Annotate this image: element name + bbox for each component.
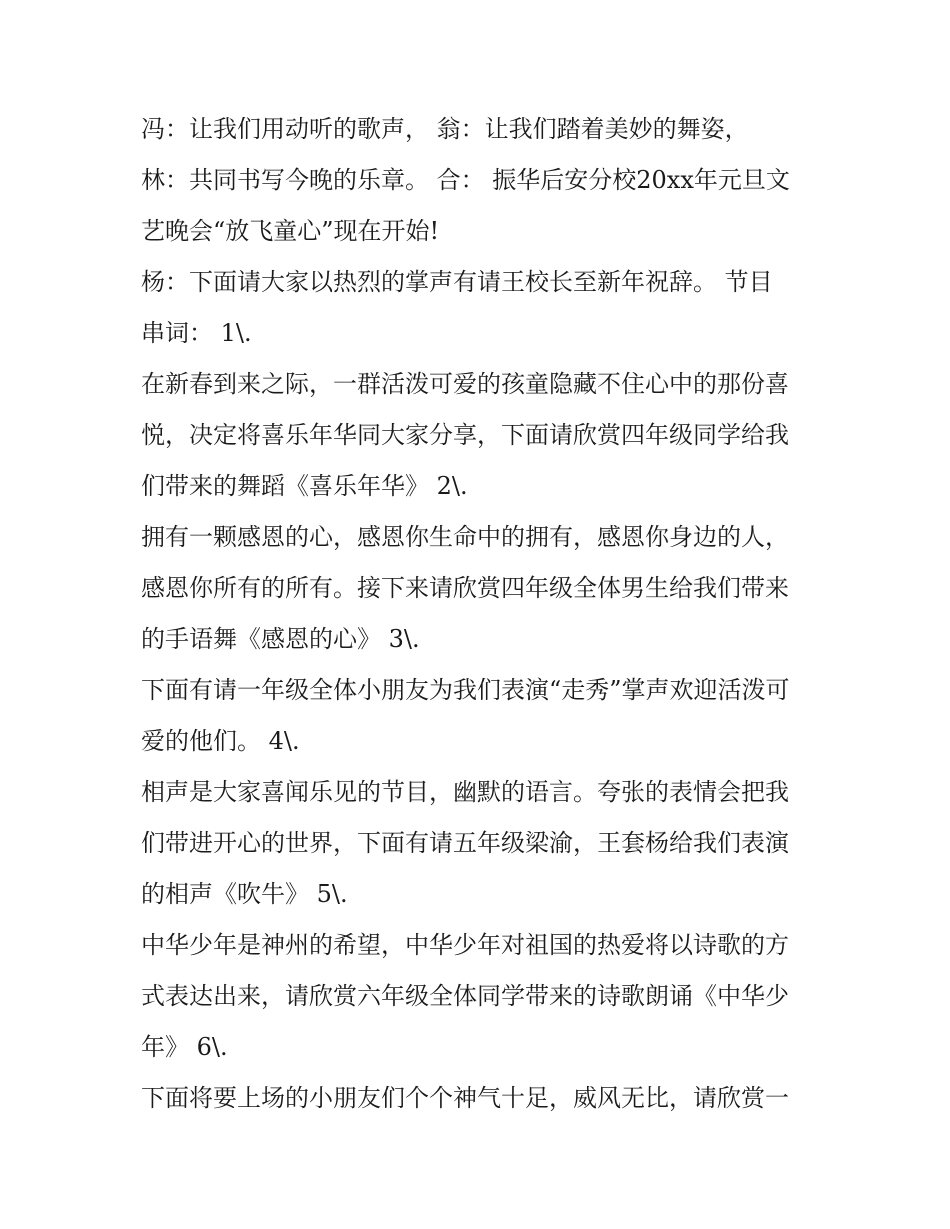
text-line: 杨：下面请大家以热烈的掌声有请王校长至新年祝辞。 节目: [141, 268, 773, 296]
text-line: 冯：让我们用动听的歌声， 翁：让我们踏着美妙的舞姿，: [141, 115, 749, 143]
text-line: 艺晚会“放飞童心”现在开始!: [141, 217, 440, 245]
text-line: 的相声《吹牛》 5\.: [141, 880, 348, 908]
text-line: 爱的他们。 4\.: [141, 727, 300, 755]
text-line: 们带进开心的世界，下面有请五年级梁渝，王套杨给我们表演: [141, 829, 789, 857]
document-body: [141, 104, 813, 1124]
text-line: 式表达出来，请欣赏六年级全体同学带来的诗歌朗诵《中华少: [141, 982, 789, 1010]
text-line: 林：共同书写今晚的乐章。 合： 振华后安分校20xx年元旦文: [141, 166, 790, 194]
text-line: 感恩你所有的所有。接下来请欣赏四年级全体男生给我们带来: [141, 574, 789, 602]
text-line: 悦，决定将喜乐年华同大家分享，下面请欣赏四年级同学给我: [141, 421, 789, 449]
text-line: 年》 6\.: [141, 1033, 228, 1061]
text-line: 在新春到来之际，一群活泼可爱的孩童隐藏不住心中的那份喜: [141, 370, 789, 398]
text-line: 们带来的舞蹈《喜乐年华》 2\.: [141, 472, 468, 500]
text-line: 中华少年是神州的希望，中华少年对祖国的热爱将以诗歌的方: [141, 931, 789, 959]
text-line: 相声是大家喜闻乐见的节目，幽默的语言。夸张的表情会把我: [141, 778, 789, 806]
text-line: 串词： 1\.: [141, 319, 252, 347]
text-line: 的手语舞《感恩的心》 3\.: [141, 625, 420, 653]
text-line: 下面将要上场的小朋友们个个神气十足，威风无比，请欣赏一: [141, 1084, 789, 1112]
text-line: 拥有一颗感恩的心，感恩你生命中的拥有，感恩你身边的人，: [141, 523, 789, 551]
text-line: 下面有请一年级全体小朋友为我们表演“走秀”掌声欢迎活泼可: [141, 676, 790, 704]
